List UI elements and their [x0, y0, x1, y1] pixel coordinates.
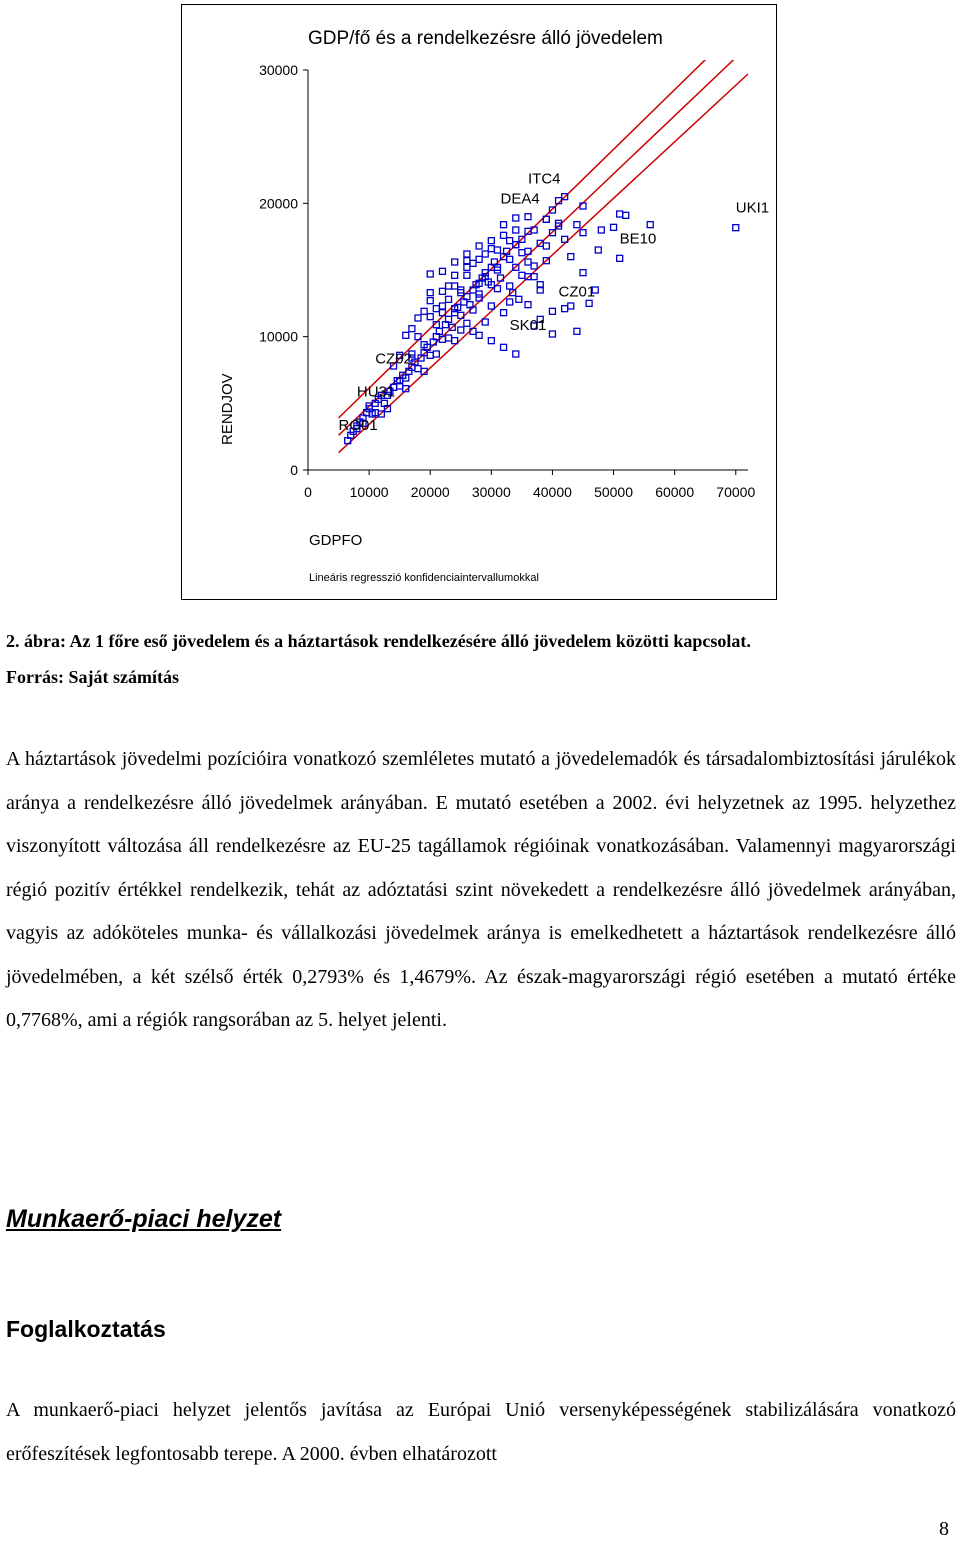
x-axis-label: GDPFO: [309, 532, 363, 549]
data-point: [421, 308, 427, 314]
data-point: [427, 352, 433, 358]
data-point: [427, 290, 433, 296]
data-point: [568, 303, 574, 309]
point-label: UKI1: [735, 199, 770, 217]
data-point: [446, 335, 452, 341]
y-tick-label: 0: [290, 462, 298, 478]
point-label: CZ02: [375, 350, 412, 368]
data-point: [568, 254, 574, 260]
data-point: [623, 212, 629, 218]
x-tick-label: 10000: [349, 484, 389, 500]
data-point: [574, 328, 580, 334]
figure-source: Forrás: Saját számítás: [6, 667, 179, 687]
x-tick-label: 50000: [594, 484, 634, 500]
data-point: [549, 331, 555, 337]
data-point: [427, 314, 433, 320]
data-point: [476, 243, 482, 249]
chart-frame: [181, 4, 777, 600]
point-label: BE10: [619, 230, 657, 248]
regression-lines: [339, 18, 748, 453]
data-point: [482, 251, 488, 257]
data-point: [403, 332, 409, 338]
data-point: [415, 315, 421, 321]
data-point: [562, 306, 568, 312]
data-point: [470, 260, 476, 266]
data-point: [446, 296, 452, 302]
data-point: [525, 214, 531, 220]
subsection-heading: Foglalkoztatás: [6, 1316, 166, 1342]
data-point: [580, 230, 586, 236]
data-point: [464, 251, 470, 257]
data-point: [464, 272, 470, 278]
y-tick-label: 30000: [259, 62, 298, 78]
data-point: [507, 238, 513, 244]
point-labels: [339, 170, 770, 434]
data-point: [580, 270, 586, 276]
data-point: [439, 268, 445, 274]
data-point: [476, 256, 482, 262]
point-label: CZ01: [558, 283, 596, 301]
data-point: [513, 227, 519, 233]
data-point: [513, 215, 519, 221]
data-point: [488, 303, 494, 309]
data-point: [507, 283, 513, 289]
data-point: [433, 306, 439, 312]
figure-caption-text: 2. ábra: Az 1 főre eső jövedelem és a háztartások rendelkezésére álló jövedelem közötti kapcsolat.: [6, 631, 751, 651]
data-point: [476, 291, 482, 297]
body-paragraph-1: A háztartások jövedelmi pozícióira vonatkozó szemléletes mutató a jövedelemadók és társadalombiztosítási járulékok aránya a rendelkezésre álló jövedelmek arányában. E mutató esetében a 2002. évi helyzetnek az 1995. helyzethez viszonyított változása áll rendelkezésre az EU-25 tagállamok régióinak vonatkozásában. Valamennyi magyarországi régió pozitív értékkel rendelkezik, tehát az adóztatási szint növekedett a rendelkezésre álló jövedelmek arányában, vagyis az adóköteles munka- és vállalkozási jövedelmek aránya is emelkedhetett a háztartások rendelkezésre álló jövedelmében, a két szélső érték 0,2793% és 1,4679%. Az észak-magyarországi régió esetében a mutató értéke 0,7768%, ami a régiók rangsorában az 5. helyet jelenti.: [6, 748, 956, 1031]
data-point: [409, 326, 415, 332]
data-point: [452, 272, 458, 278]
data-point: [733, 225, 739, 231]
data-point: [446, 283, 452, 289]
data-point: [525, 302, 531, 308]
data-point: [488, 238, 494, 244]
data-point: [617, 211, 623, 217]
data-point: [452, 283, 458, 289]
data-point: [439, 303, 445, 309]
data-point: [464, 264, 470, 270]
page-number: 8: [939, 1518, 949, 1540]
section-heading: Munkaerő-piaci helyzet: [6, 1205, 282, 1233]
data-point: [427, 298, 433, 304]
point-label: ITC4: [528, 170, 561, 188]
point-label: RO01: [338, 417, 378, 434]
chart-title: GDP/fő és a rendelkezésre álló jövedelem: [308, 28, 663, 49]
data-point: [595, 247, 601, 253]
data-point: [611, 224, 617, 230]
data-point: [458, 327, 464, 333]
data-point: [507, 256, 513, 262]
data-point: [488, 338, 494, 344]
data-point: [427, 271, 433, 277]
data-point: [531, 263, 537, 269]
chart-note: Lineáris regresszió konfidenciaintervallumokkal: [309, 572, 539, 584]
x-tick-label: 60000: [655, 484, 695, 500]
data-point: [598, 227, 604, 233]
y-tick-label: 10000: [259, 328, 298, 345]
axes: [259, 62, 755, 500]
data-point: [464, 258, 470, 264]
data-point: [507, 299, 513, 305]
data-point: [617, 255, 623, 261]
point-label: DEA4: [500, 190, 540, 208]
data-point: [574, 222, 580, 228]
data-point: [586, 300, 592, 306]
data-point: [452, 259, 458, 265]
data-point: [501, 222, 507, 228]
data-point: [647, 222, 653, 228]
data-point: [415, 366, 421, 372]
data-point: [501, 310, 507, 316]
x-tick-label: 0: [304, 484, 312, 500]
x-tick-label: 30000: [471, 484, 511, 500]
data-point: [543, 243, 549, 249]
data-point: [525, 259, 531, 265]
y-tick-label: 20000: [259, 195, 298, 212]
data-point: [464, 320, 470, 326]
x-tick-label: 40000: [532, 484, 572, 500]
y-axis-label: RENDJOV: [219, 373, 236, 445]
data-point: [519, 250, 525, 256]
figure-caption: [6, 628, 956, 690]
data-point: [501, 232, 507, 238]
data-point: [494, 247, 500, 253]
point-label: SK01: [509, 317, 547, 334]
data-point: [439, 288, 445, 294]
data-point: [476, 332, 482, 338]
data-point: [513, 351, 519, 357]
data-point: [516, 296, 522, 302]
x-tick-label: 20000: [410, 484, 450, 500]
data-point: [549, 308, 555, 314]
data-point: [488, 246, 494, 252]
x-tick-label: 70000: [716, 484, 756, 500]
point-label: HU31: [356, 383, 396, 401]
body-paragraph-2: A munkaerő-piaci helyzet jelentős javítása az Európai Unió versenyképességének stabilizálására vonatkozó erőfeszítések legfontosabb terepe. A 2000. évben elhatározott: [6, 1399, 956, 1465]
data-point: [519, 272, 525, 278]
data-point: [501, 344, 507, 350]
scatter-chart: [182, 5, 778, 601]
data-point: [433, 351, 439, 357]
